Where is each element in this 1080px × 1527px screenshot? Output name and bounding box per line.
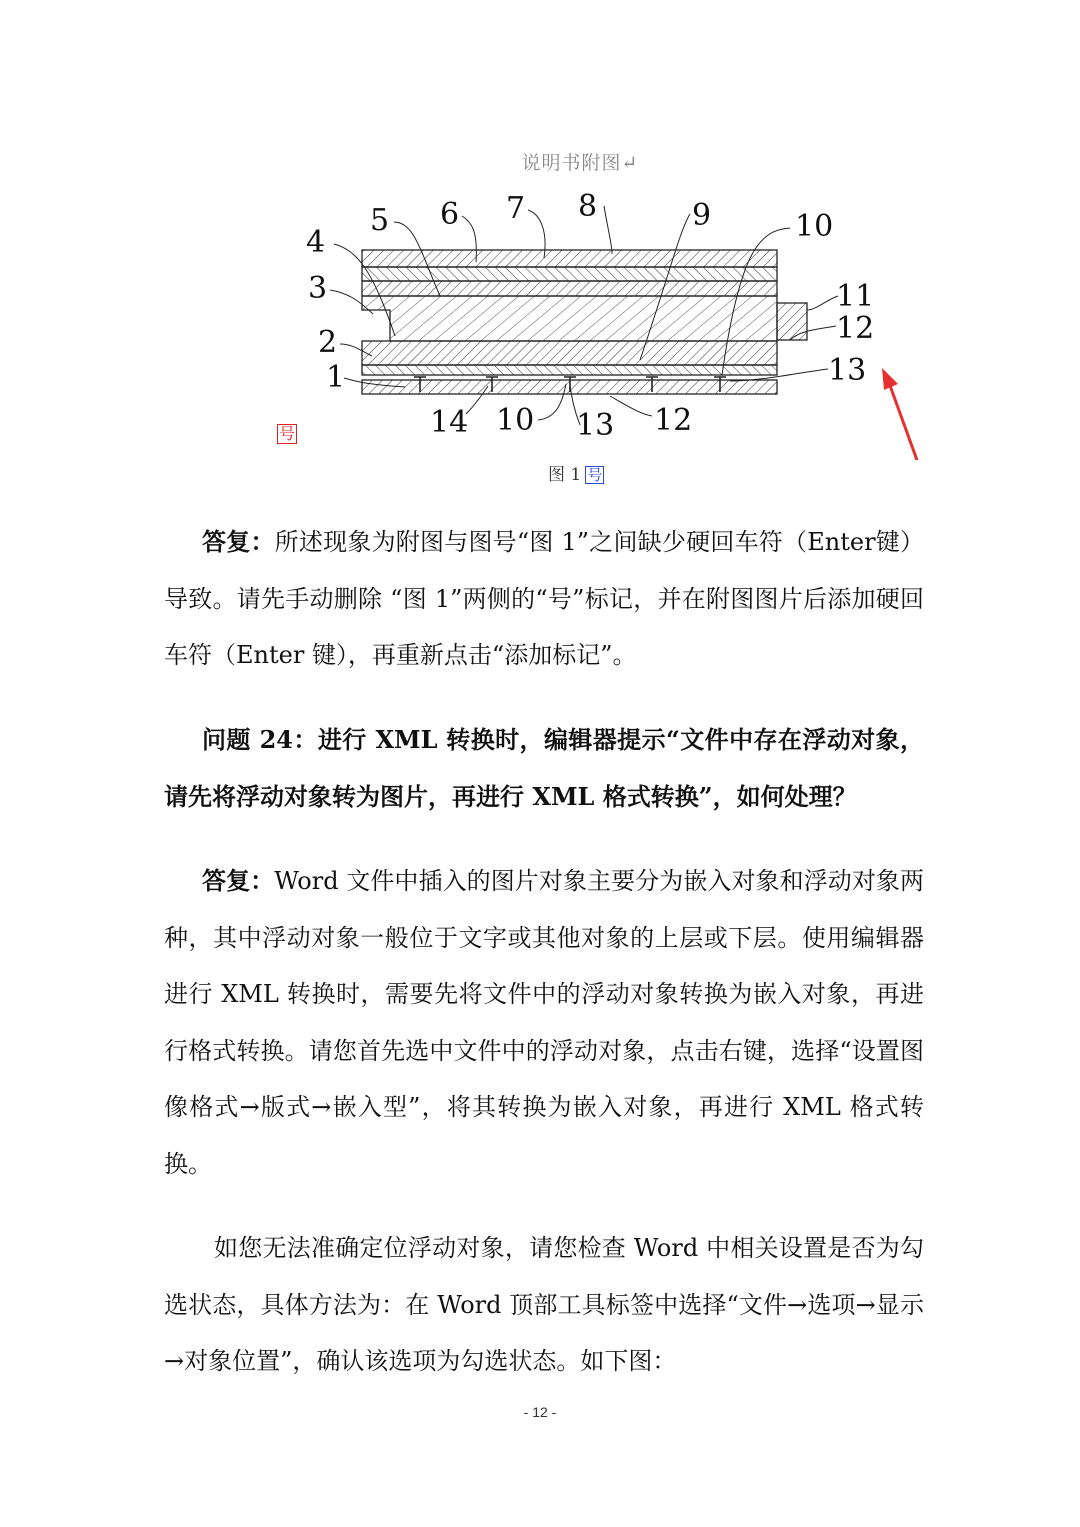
answer-text: Word 文件中插入的图片对象主要分为嵌入对象和浮动对象两种，其中浮动对象一般位于文字或其他对象的上层或下层。使用编辑器进行 XML 转换时，需要先将文件中的浮动对象转换为嵌入对象，再进行格式转换。请您首先选中文件中的浮动对象，点击右键，选择“设置图像格式→版式→嵌入型”，将其转换为嵌入对象，再进行 XML 格式转换。 <box>164 867 925 1178</box>
answer-paragraph-2 <box>164 853 924 1192</box>
numeral-label: 13 <box>576 408 615 443</box>
figure-caption-mark: 号 <box>587 466 603 484</box>
answer-paragraph-1 <box>164 514 924 684</box>
numeral-label: 5 <box>370 203 390 238</box>
numeral-label: 7 <box>506 191 526 226</box>
numeral-label: 6 <box>440 197 460 232</box>
numeral-label: 1 <box>326 360 346 395</box>
numeral-label: 10 <box>496 403 535 438</box>
figure-caption <box>548 460 604 485</box>
numeral-label: 12 <box>836 311 875 346</box>
left-figure-mark: 号 <box>279 424 296 443</box>
numeral-label: 11 <box>836 279 875 314</box>
answer-text: 所述现象为附图与图号“图 1”之间缺少硬回车符（Enter键）导致。请先手动删除 “图 1”两侧的“号”标记，并在附图图片后添加硬回车符（Enter 键），再重新点击“添加标记”。 <box>164 528 924 669</box>
numeral-label: 13 <box>828 353 867 388</box>
figure-caption-text: 图 1 <box>548 465 582 485</box>
numeral-label: 9 <box>692 198 712 233</box>
numeral-label: 12 <box>654 403 693 438</box>
numeral-label: 2 <box>318 325 338 360</box>
annotation-arrow-icon <box>882 368 922 460</box>
patent-figure <box>240 185 940 460</box>
answer-label: 答复： <box>202 866 275 895</box>
numeral-label: 10 <box>795 209 834 244</box>
numeral-label: 3 <box>308 271 328 306</box>
page-number: - 12 - <box>523 1404 557 1420</box>
question-24-heading: 问题 24：进行 XML 转换时，编辑器提示“文件中存在浮动对象，请先将浮动对象转为图片，再进行 XML 格式转换”，如何处理？ <box>164 725 924 811</box>
figure-header-title: 说明书附图↵ <box>521 152 639 174</box>
numeral-label: 8 <box>578 189 598 224</box>
layer-stack <box>362 250 807 394</box>
numeral-label: 4 <box>306 225 326 260</box>
numeral-label: 14 <box>430 405 469 440</box>
note-paragraph: 如您无法准确定位浮动对象，请您检查 Word 中相关设置是否为勾选状态，具体方法为：在 Word 顶部工具标签中选择“文件→选项→显示→对象位置”，确认该选项为勾选状态。如下图： <box>164 1234 924 1375</box>
answer-label: 答复： <box>202 527 275 556</box>
